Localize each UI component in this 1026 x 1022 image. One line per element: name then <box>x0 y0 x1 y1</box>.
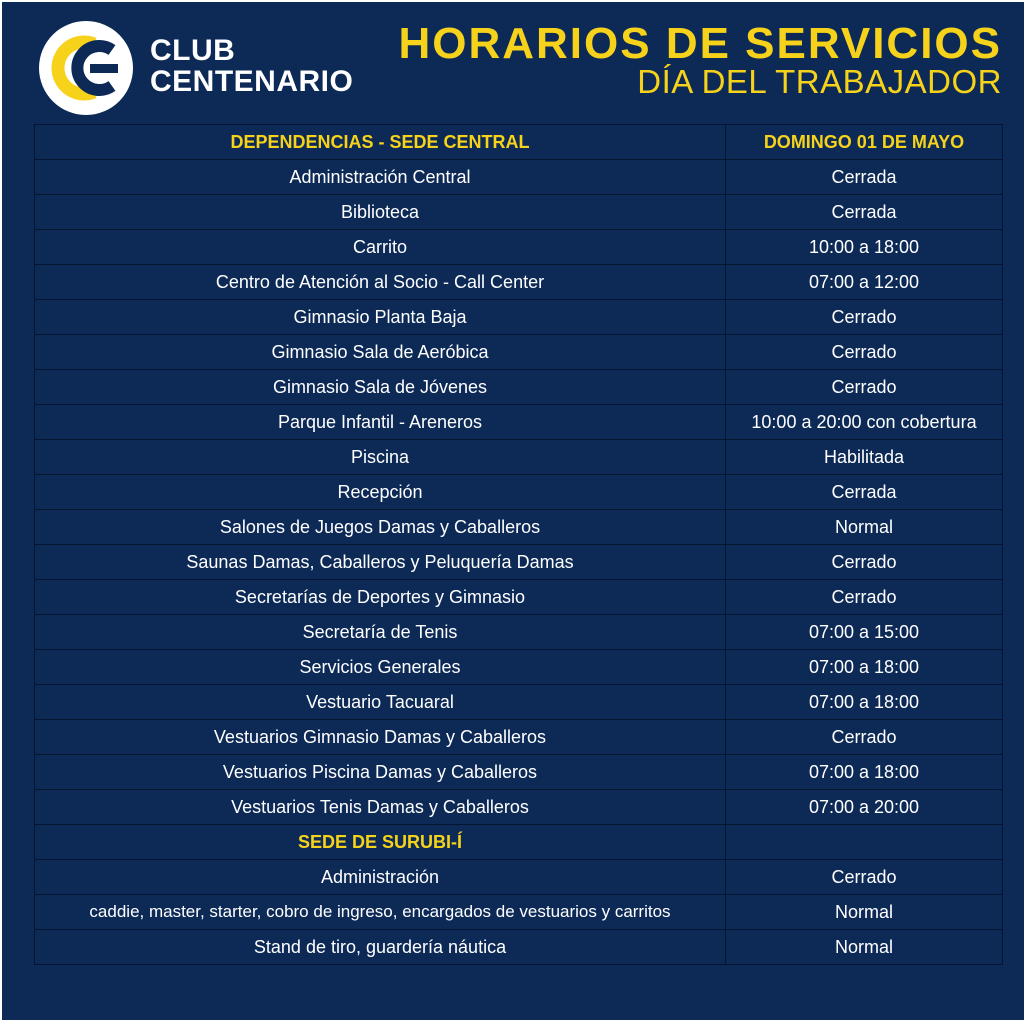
header-date: DOMINGO 01 DE MAYO <box>726 125 1003 160</box>
table-row <box>35 545 1003 580</box>
service-name: Stand de tiro, guardería náutica <box>35 930 726 965</box>
table-row <box>35 230 1003 265</box>
table-header-row <box>35 125 1003 160</box>
service-name: Secretaría de Tenis <box>35 615 726 650</box>
page-title: HORARIOS DE SERVICIOS <box>398 19 1002 68</box>
service-hours: Cerrado <box>726 545 1003 580</box>
service-name: Gimnasio Sala de Jóvenes <box>35 370 726 405</box>
table-row <box>35 510 1003 545</box>
service-hours: Cerrado <box>726 370 1003 405</box>
service-name: Recepción <box>35 475 726 510</box>
service-name: Gimnasio Planta Baja <box>35 300 726 335</box>
table-row <box>35 930 1003 965</box>
service-hours: 10:00 a 18:00 <box>726 230 1003 265</box>
section-title: SEDE DE SURUBI-Í <box>35 825 726 860</box>
service-hours: Normal <box>726 895 1003 930</box>
table-row <box>35 440 1003 475</box>
service-name: Administración <box>35 860 726 895</box>
service-hours: 07:00 a 18:00 <box>726 685 1003 720</box>
table-row <box>35 755 1003 790</box>
service-name: Administración Central <box>35 160 726 195</box>
service-name: Gimnasio Sala de Aeróbica <box>35 335 726 370</box>
service-name: Carrito <box>35 230 726 265</box>
service-name: Vestuarios Gimnasio Damas y Caballeros <box>35 720 726 755</box>
service-name: Vestuarios Tenis Damas y Caballeros <box>35 790 726 825</box>
service-name: Centro de Atención al Socio - Call Center <box>35 265 726 300</box>
service-name: Vestuarios Piscina Damas y Caballeros <box>35 755 726 790</box>
service-hours: 07:00 a 20:00 <box>726 790 1003 825</box>
service-hours: Cerrada <box>726 195 1003 230</box>
table-row <box>35 265 1003 300</box>
table-row <box>35 300 1003 335</box>
service-name: caddie, master, starter, cobro de ingreso, encargados de vestuarios y carritos <box>35 895 726 930</box>
table-row <box>35 405 1003 440</box>
service-hours: Normal <box>726 510 1003 545</box>
schedule-table <box>34 124 1003 965</box>
table-row <box>35 895 1003 930</box>
table-row <box>35 195 1003 230</box>
service-hours: Cerrado <box>726 335 1003 370</box>
service-name: Parque Infantil - Areneros <box>35 405 726 440</box>
table-row <box>35 370 1003 405</box>
table-row <box>35 615 1003 650</box>
service-hours: Cerrado <box>726 580 1003 615</box>
club-name <box>150 36 353 98</box>
section-empty-cell <box>726 825 1003 860</box>
service-name: Salones de Juegos Damas y Caballeros <box>35 510 726 545</box>
table-row <box>35 580 1003 615</box>
service-name: Saunas Damas, Caballeros y Peluquería Damas <box>35 545 726 580</box>
service-hours: Cerrada <box>726 160 1003 195</box>
service-hours: Normal <box>726 930 1003 965</box>
service-name: Servicios Generales <box>35 650 726 685</box>
service-name: Piscina <box>35 440 726 475</box>
header-dependencias: DEPENDENCIAS - SEDE CENTRAL <box>35 125 726 160</box>
service-hours: Cerrado <box>726 720 1003 755</box>
service-hours: 10:00 a 20:00 con cobertura <box>726 405 1003 440</box>
table-row <box>35 475 1003 510</box>
service-hours: Cerrada <box>726 475 1003 510</box>
table-row <box>35 160 1003 195</box>
service-hours: Cerrado <box>726 300 1003 335</box>
table-row <box>35 335 1003 370</box>
table-row <box>35 685 1003 720</box>
table-row <box>35 720 1003 755</box>
schedule-body <box>35 160 1003 965</box>
club-name-line2: CENTENARIO <box>150 65 354 98</box>
service-name: Vestuario Tacuaral <box>35 685 726 720</box>
table-row <box>35 860 1003 895</box>
club-centenario-logo-icon <box>38 20 134 116</box>
table-row <box>35 650 1003 685</box>
service-name: Secretarías de Deportes y Gimnasio <box>35 580 726 615</box>
club-name-line1: CLUB <box>150 34 236 67</box>
service-hours: Habilitada <box>726 440 1003 475</box>
section-row-surubi <box>35 825 1003 860</box>
service-hours: 07:00 a 18:00 <box>726 650 1003 685</box>
service-name: Biblioteca <box>35 195 726 230</box>
service-hours: 07:00 a 15:00 <box>726 615 1003 650</box>
table-row <box>35 790 1003 825</box>
page-subtitle: DÍA DEL TRABAJADOR <box>637 63 1002 100</box>
service-hours: Cerrado <box>726 860 1003 895</box>
service-hours: 07:00 a 12:00 <box>726 265 1003 300</box>
service-hours: 07:00 a 18:00 <box>726 755 1003 790</box>
